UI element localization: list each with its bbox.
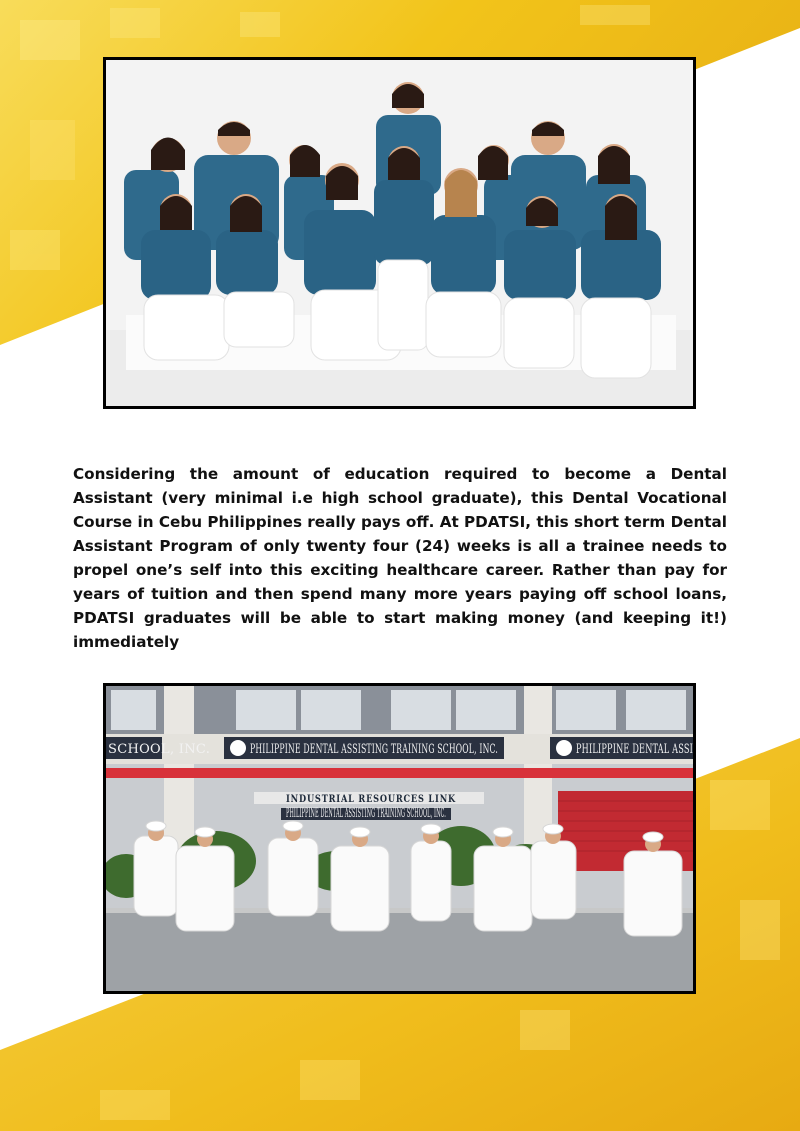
body-paragraph: Considering the amount of education required to become a Dental Assistant (very minimal i.e high school graduate), this Dental Vocational Course in Cebu Philippines really pays off. At PDATSI, this short term Dental Assistant Program of only twenty four (24) weeks is all a trainee needs to propel one’s self into this exciting healthcare career. Rather than pay for years of tuition and then spend many more years paying off school loans, PDATSI graduates will be able to start making money (and keeping it!) immediately — [73, 465, 727, 651]
sign-right-fragment: PHILIPPINE DENTAL ASSI — [576, 742, 693, 757]
graduates-image — [106, 686, 693, 991]
group-portrait-image — [106, 60, 693, 406]
sign-small: PHILIPPINE DENTAL ASSISTING TRAINING SCHOOL, INC. — [286, 806, 446, 821]
sign-industrial: INDUSTRIAL RESOURCES LINK — [286, 794, 456, 805]
group-portrait-photo — [103, 57, 696, 409]
sign-main: PHILIPPINE DENTAL ASSISTING TRAINING SCHOOL, INC. — [250, 742, 498, 757]
sign-left-fragment: SCHOOL, INC. — [108, 742, 211, 757]
graduates-photo — [103, 683, 696, 994]
school-logo-icon — [230, 740, 246, 756]
school-logo-icon-right — [556, 740, 572, 756]
